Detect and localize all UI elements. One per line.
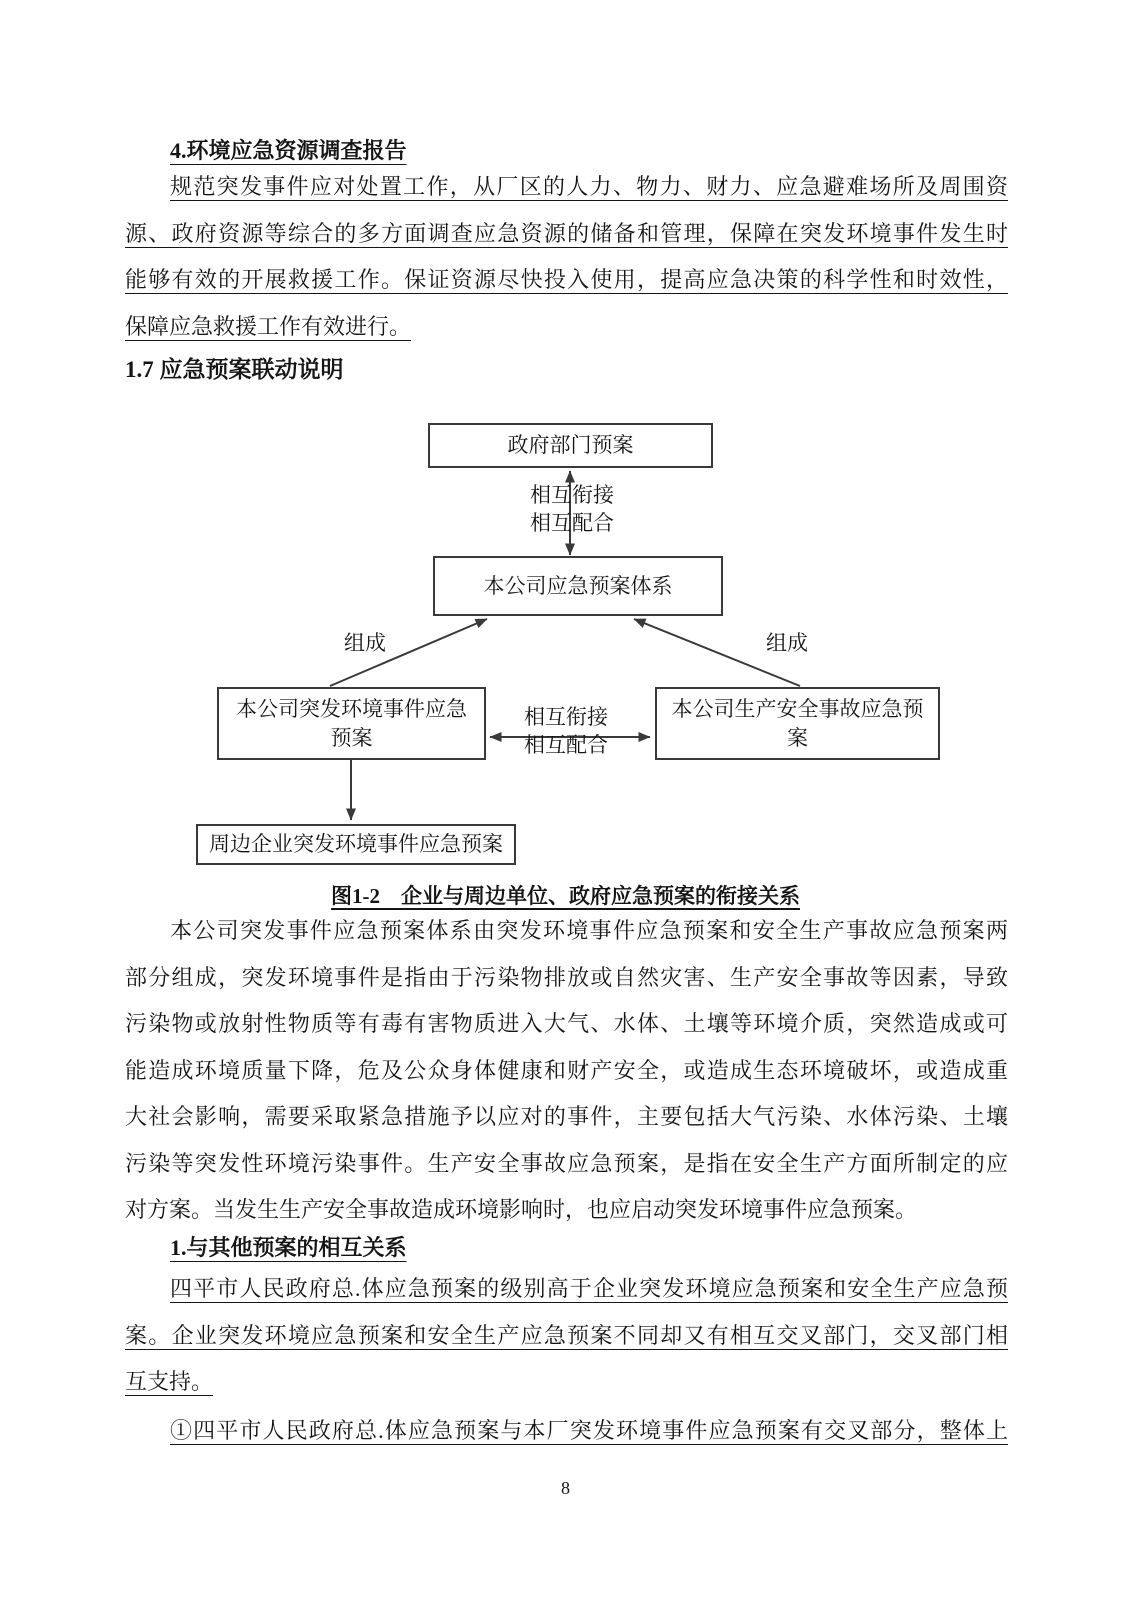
flow-box-company-system <box>433 556 723 616</box>
flow-label-link-top <box>488 481 656 537</box>
flow-label-coop-mid-text: 相互配合 <box>524 733 608 757</box>
paragraph-line: 案。企业突发环境应急预案和安全生产应急预案不同却又有相互交叉部门，交叉部门相 <box>125 1322 1008 1348</box>
flow-box-government <box>428 423 713 468</box>
figure-caption-text: 图1-2 企业与周边单位、政府应急预案的衔接关系 <box>331 884 800 908</box>
flow-box-safety-plan <box>655 687 940 760</box>
paragraph-line: 四平市人民政府总.体应急预案的级别高于企业突发环境应急预案和安全生产应急预 <box>170 1276 1008 1301</box>
paragraph-level <box>125 1266 1008 1406</box>
figure-caption <box>0 880 1131 910</box>
paragraph-body <box>125 908 1008 1234</box>
heading-other-plans: 1.与其他预案的相互关系 <box>170 1235 407 1260</box>
paragraph-line: 保障应急救援工作有效进行。 <box>125 313 412 339</box>
flow-label-link-mid-text: 相互衔接 <box>524 705 608 729</box>
paragraph-line: 能够有效的开展救援工作。保证资源尽快投入使用，提高应急决策的科学性和时效性， <box>125 267 1008 292</box>
flow-box-env-plan-line2: 预案 <box>330 725 373 750</box>
paragraph-line: 源、政府资源等综合的多方面调查应急资源的储备和管理，保障在突发环境事件发生时 <box>125 220 1008 246</box>
paragraph-line: 规范突发事件应对处置工作，从厂区的人力、物力、财力、应急避难场所及周围资 <box>170 174 1008 199</box>
paragraph-line: 能造成环境质量下降，危及公众身体健康和财产安全，或造成生态环境破坏，或造成重 <box>125 1057 1008 1083</box>
paragraph-line: ①四平市人民政府总.体应急预案与本厂突发环境事件应急预案有交叉部分，整体上 <box>170 1418 1008 1443</box>
paragraph-line: 本公司突发事件应急预案体系由突发环境事件应急预案和安全生产事故应急预案两 <box>170 918 1008 943</box>
flow-box-neighbor-plan-label: 周边企业突发环境事件应急预案 <box>209 832 503 856</box>
flow-label-compose-right: 组成 <box>766 631 808 655</box>
flow-label-link-text: 相互衔接 <box>530 483 614 507</box>
paragraph-line: 部分组成，突发环境事件是指由于污染物排放或自然灾害、生产安全事故等因素，导致 <box>125 964 1008 990</box>
paragraph-cross <box>125 1408 1008 1455</box>
heading-resource-report: 4.环境应急资源调查报告 <box>170 138 407 163</box>
flow-label-coop-text: 相互配合 <box>530 511 614 535</box>
flow-box-government-label: 政府部门预案 <box>507 433 634 457</box>
flow-box-env-plan <box>217 687 486 760</box>
paragraph-resource <box>125 164 1008 350</box>
flow-label-link-mid <box>493 703 639 759</box>
paragraph-line: 污染物或放射性物质等有毒有害物质进入大气、水体、土壤等环境介质，突然造成或可 <box>125 1011 1008 1036</box>
flow-box-company-system-label: 本公司应急预案体系 <box>483 573 673 598</box>
flow-label-compose-left: 组成 <box>344 631 386 655</box>
paragraph-line: 大社会影响，需要采取紧急措施予以应对的事件，主要包括大气污染、水体污染、土壤 <box>125 1104 1008 1129</box>
paragraph-line: 污染等突发性环境污染事件。生产安全事故应急预案，是指在安全生产方面所制定的应 <box>125 1150 1008 1176</box>
heading-section-1-7: 1.7 应急预案联动说明 <box>125 357 344 382</box>
emergency-plan-flowchart <box>0 415 1131 875</box>
flow-box-safety-plan-line2: 案 <box>787 725 808 750</box>
flow-box-safety-plan-line1: 本公司生产安全事故应急预 <box>671 696 924 721</box>
paragraph-line: 对方案。当发生生产安全事故造成环境影响时，也应启动突发环境事件应急预案。 <box>125 1197 918 1222</box>
flow-box-env-plan-line1: 本公司突发环境事件应急 <box>236 696 467 721</box>
flow-box-neighbor-plan <box>196 824 516 865</box>
paragraph-line: 互支持。 <box>125 1369 214 1394</box>
page-number: 8 <box>561 1478 570 1498</box>
